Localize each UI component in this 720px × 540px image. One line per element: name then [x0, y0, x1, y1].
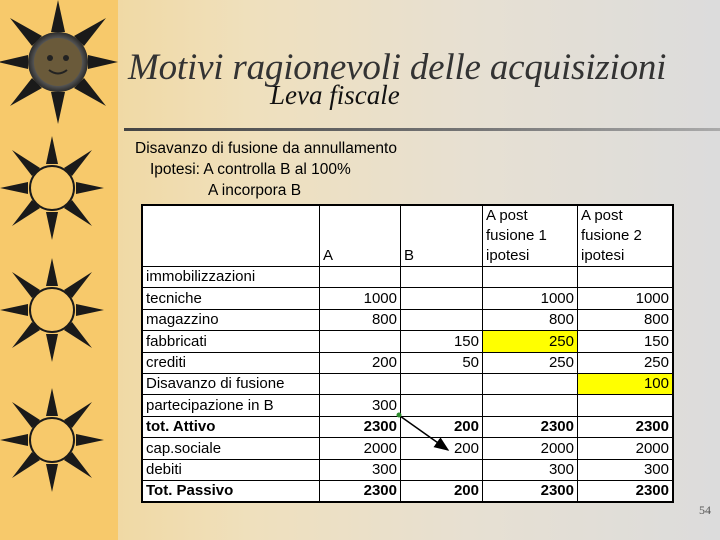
header-col-post2 [578, 205, 674, 267]
cell-b: 50 [401, 352, 483, 373]
cell-post2: 250 [578, 352, 674, 373]
table-row [142, 267, 673, 288]
header-post2-line: A post [581, 207, 623, 224]
table-row [142, 459, 673, 480]
cell-b [401, 395, 483, 416]
table-row [142, 480, 673, 502]
table-row [142, 309, 673, 330]
cell-b [401, 288, 483, 309]
balance-sheet-table [141, 204, 674, 503]
cell-b [401, 267, 483, 288]
header-label-cell [142, 205, 320, 267]
header-post1-line: fusione 1 [486, 227, 547, 244]
cell-post1 [483, 373, 578, 394]
slide-title: Motivi ragionevoli delle acquisizioni [128, 47, 667, 88]
header-post2-line: fusione 2 [581, 227, 642, 244]
cell-b: 200 [401, 438, 483, 459]
cell-a: 300 [320, 459, 401, 480]
cell-post2: 150 [578, 331, 674, 352]
cell-a: 2000 [320, 438, 401, 459]
cell-post1: 2300 [483, 416, 578, 437]
table-row [142, 288, 673, 309]
cell-a [320, 267, 401, 288]
sun-icon [0, 258, 104, 362]
cell-post1: 300 [483, 459, 578, 480]
body-hypothesis: Ipotesi: A controlla B al 100% [150, 161, 351, 178]
row-label: magazzino [142, 309, 320, 330]
header-post1-line: A post [486, 207, 528, 224]
row-label: crediti [142, 352, 320, 373]
cell-post1: 800 [483, 309, 578, 330]
cell-post1 [483, 395, 578, 416]
cell-a: 200 [320, 352, 401, 373]
sun-icon [0, 136, 104, 240]
cell-a [320, 373, 401, 394]
cell-b: 200 [401, 480, 483, 502]
cell-post1: 2000 [483, 438, 578, 459]
cell-a: 300 [320, 395, 401, 416]
cell-post2-highlight: 100 [578, 373, 674, 394]
cell-b [401, 309, 483, 330]
table-row [142, 352, 673, 373]
cell-post2 [578, 267, 674, 288]
row-label: Tot. Passivo [142, 480, 320, 502]
cell-a: 2300 [320, 416, 401, 437]
row-label: Disavanzo di fusione [142, 373, 320, 394]
cell-post2: 2300 [578, 480, 674, 502]
row-label: immobilizzazioni [142, 267, 320, 288]
cell-post2: 800 [578, 309, 674, 330]
table-header-row [142, 205, 673, 267]
cell-b [401, 373, 483, 394]
header-col-b: B [401, 205, 483, 267]
row-label: cap.sociale [142, 438, 320, 459]
sidebar-art [0, 0, 118, 540]
header-post2-line: ipotesi [581, 247, 625, 264]
row-label: debiti [142, 459, 320, 480]
body-heading: Disavanzo di fusione da annullamento [135, 140, 397, 157]
cell-post2: 1000 [578, 288, 674, 309]
cell-b: 200 [401, 416, 483, 437]
row-label: partecipazione in B [142, 395, 320, 416]
cell-post2: 2000 [578, 438, 674, 459]
cell-b [401, 459, 483, 480]
cell-a: 800 [320, 309, 401, 330]
cell-post1 [483, 267, 578, 288]
cell-a [320, 331, 401, 352]
cell-post2: 2300 [578, 416, 674, 437]
row-label: tecniche [142, 288, 320, 309]
cell-post1: 250 [483, 352, 578, 373]
table-row [142, 331, 673, 352]
cell-a: 2300 [320, 480, 401, 502]
row-label: tot. Attivo [142, 416, 320, 437]
cell-b: 150 [401, 331, 483, 352]
cell-post2 [578, 395, 674, 416]
header-post1-line: ipotesi [486, 247, 530, 264]
body-hypothesis-detail: A incorpora B [208, 182, 302, 199]
table-row [142, 373, 673, 394]
sun-icon [0, 388, 104, 492]
cell-post2: 300 [578, 459, 674, 480]
header-col-a: A [320, 205, 401, 267]
cell-post1: 1000 [483, 288, 578, 309]
slide-subtitle: Leva fiscale [270, 80, 400, 110]
page-number: 54 [699, 503, 711, 517]
header-col-post1 [483, 205, 578, 267]
cell-a: 1000 [320, 288, 401, 309]
table-row [142, 416, 673, 437]
cell-post1: 2300 [483, 480, 578, 502]
row-label: fabbricati [142, 331, 320, 352]
title-divider [124, 128, 720, 131]
table-row [142, 395, 673, 416]
table-row [142, 438, 673, 459]
decorative-sidebar [0, 0, 118, 540]
cell-post1-highlight: 250 [483, 331, 578, 352]
sun-icon [0, 0, 118, 124]
